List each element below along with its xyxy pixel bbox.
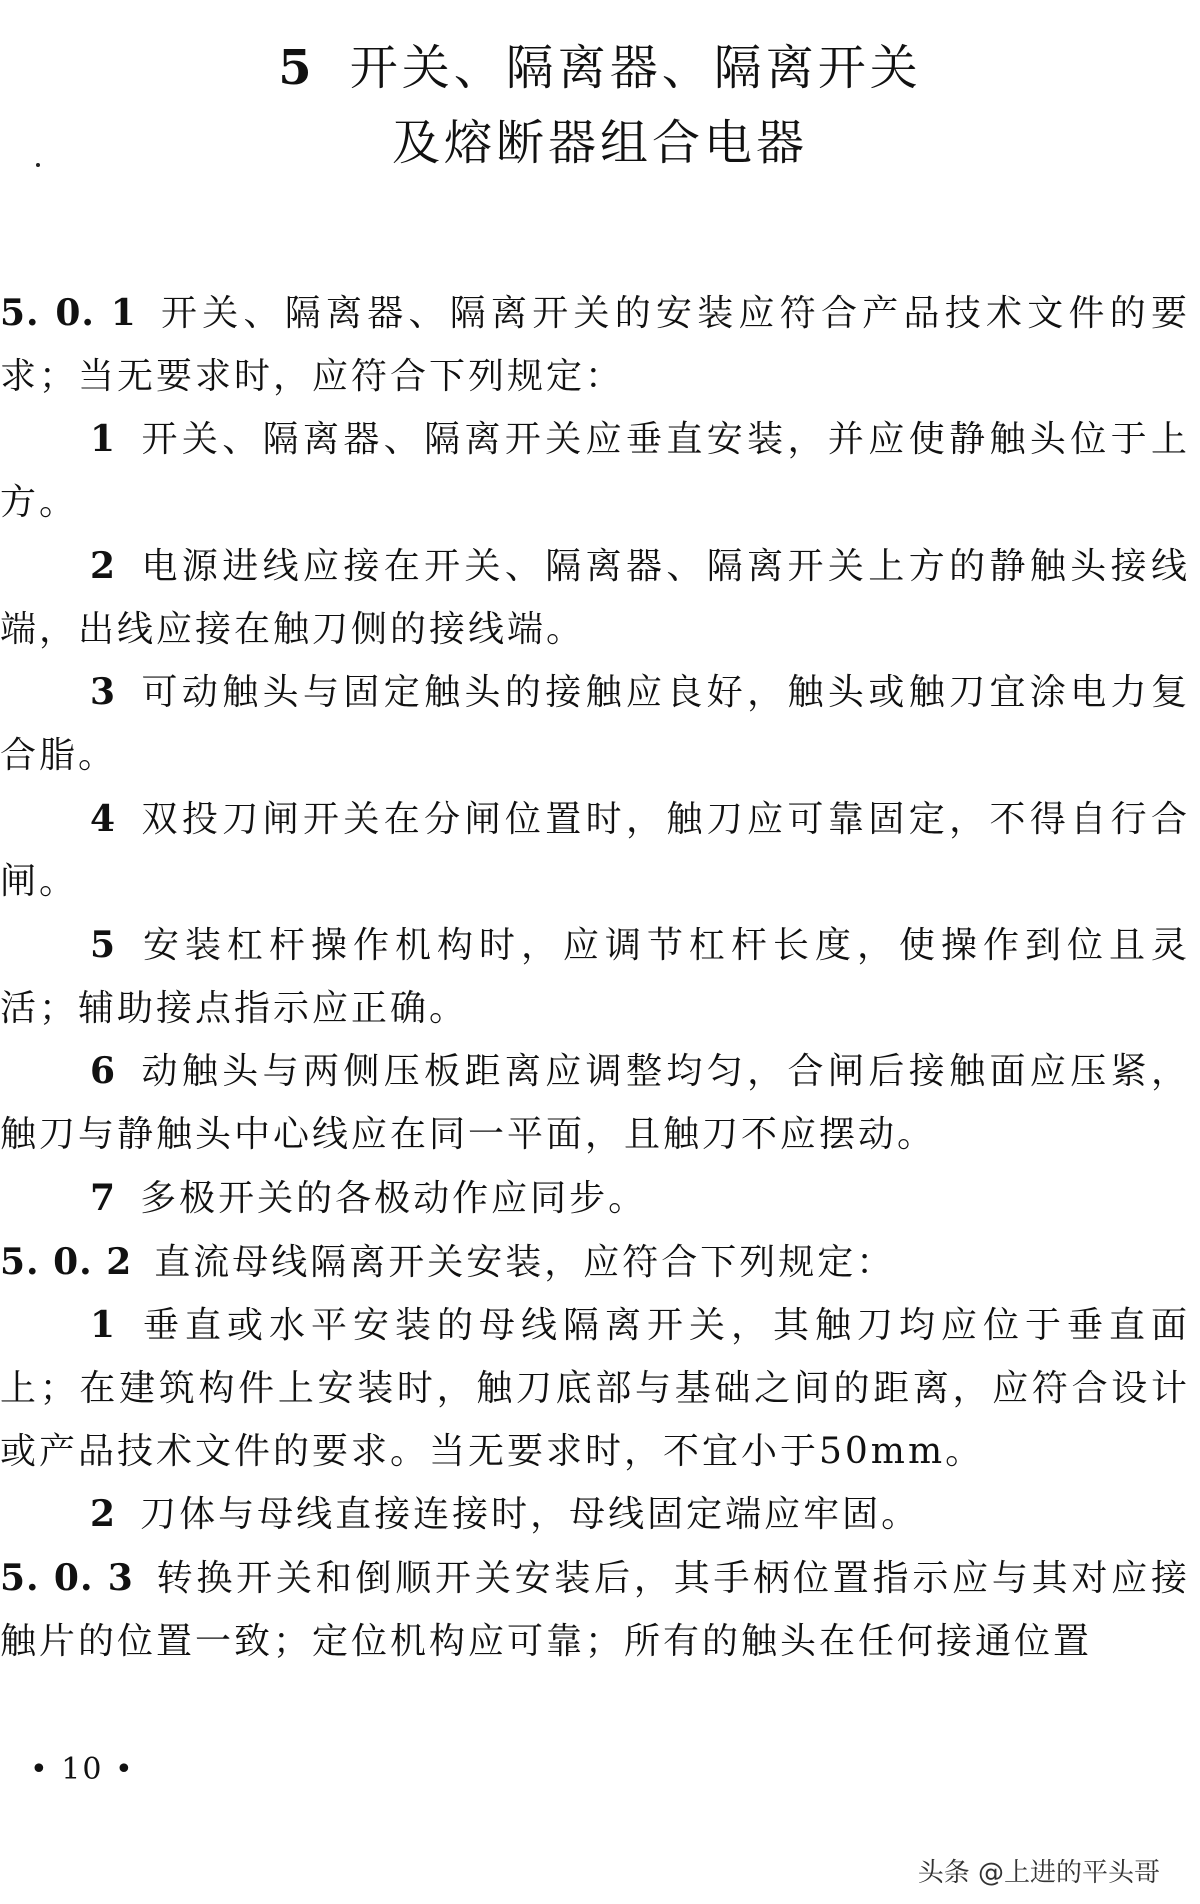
list-item (0, 914, 1190, 1040)
item-number: 1 (90, 418, 119, 461)
item-text: 双投刀闸开关在分闸位置时，触刀应可靠固定，不得自行合闸。 (0, 798, 1190, 903)
list-item (0, 1167, 1190, 1231)
item-number: 5 (90, 924, 119, 967)
scan-speck (36, 163, 40, 167)
section-title-text1: 开关、隔离器、隔离开关 (349, 40, 922, 96)
list-item (0, 661, 1190, 787)
item-number: 2 (90, 544, 119, 587)
item-number: 3 (90, 671, 119, 714)
list-item (0, 408, 1190, 534)
item-text: 安装杠杆操作机构时，应调节杠杆长度，使操作到位且灵活；辅助接点指示应正确。 (0, 925, 1190, 1029)
item-text: 多极开关的各极动作应同步。 (140, 1177, 648, 1219)
clause-5-0-2 (0, 1231, 1190, 1295)
item-text: 电源进线应接在开关、隔离器、隔离开关上方的静触头接线端，出线应接在触刀侧的接线端。 (0, 545, 1190, 650)
section-number: 5 (278, 40, 316, 96)
watermark: 头条 @上进的平头哥 (917, 1858, 1160, 1888)
item-number: 7 (90, 1176, 119, 1219)
list-item (0, 1040, 1190, 1166)
item-text: 可动触头与固定触头的接触应良好，触头或触刀宜涂电力复合脂。 (0, 672, 1190, 776)
clause-number: 5. 0. 3 (0, 1557, 134, 1600)
clause-5-0-3 (0, 1547, 1190, 1673)
item-number: 1 (90, 1304, 119, 1347)
clause-number: 5. 0. 2 (0, 1240, 133, 1283)
body-text (0, 282, 1190, 1673)
section-title-line2: 及熔断器组合电器 (391, 115, 808, 171)
item-number: 4 (90, 797, 119, 840)
section-title-line1 (0, 38, 1200, 98)
list-item (0, 1483, 1190, 1547)
page-number: • 10 • (30, 1752, 135, 1787)
item-number: 2 (90, 1493, 119, 1536)
clause-text: 直流母线隔离开关安装，应符合下列规定： (154, 1241, 896, 1283)
list-item (0, 788, 1190, 914)
list-item (0, 535, 1190, 661)
item-text: 动触头与两侧压板距离应调整均匀，合闸后接触面应压紧，触刀与静触头中心线应在同一平面，且触刀不应摆动。 (0, 1051, 1190, 1156)
clause-text: 转换开关和倒顺开关安装后，其手柄位置指示应与其对应接触片的位置一致；定位机构应可靠；所有的触头在任何接通位置 (0, 1558, 1190, 1662)
list-item (0, 1294, 1190, 1483)
clause-text: 开关、隔离器、隔离开关的安装应符合产品技术文件的要求；当无要求时，应符合下列规定： (0, 293, 1190, 397)
item-number: 6 (90, 1050, 119, 1093)
item-text: 刀体与母线直接连接时，母线固定端应牢固。 (140, 1494, 921, 1536)
item-text: 垂直或水平安装的母线隔离开关，其触刀均应位于垂直面上；在建筑构件上安装时，触刀底部与基础之间的距离，应符合设计或产品技术文件的要求。当无要求时，不宜小于50mm。 (0, 1305, 1190, 1472)
clause-number: 5. 0. 1 (0, 292, 137, 334)
item-text: 开关、隔离器、隔离开关应垂直安装，并应使静触头位于上方。 (0, 419, 1190, 524)
clause-5-0-1 (0, 282, 1190, 408)
